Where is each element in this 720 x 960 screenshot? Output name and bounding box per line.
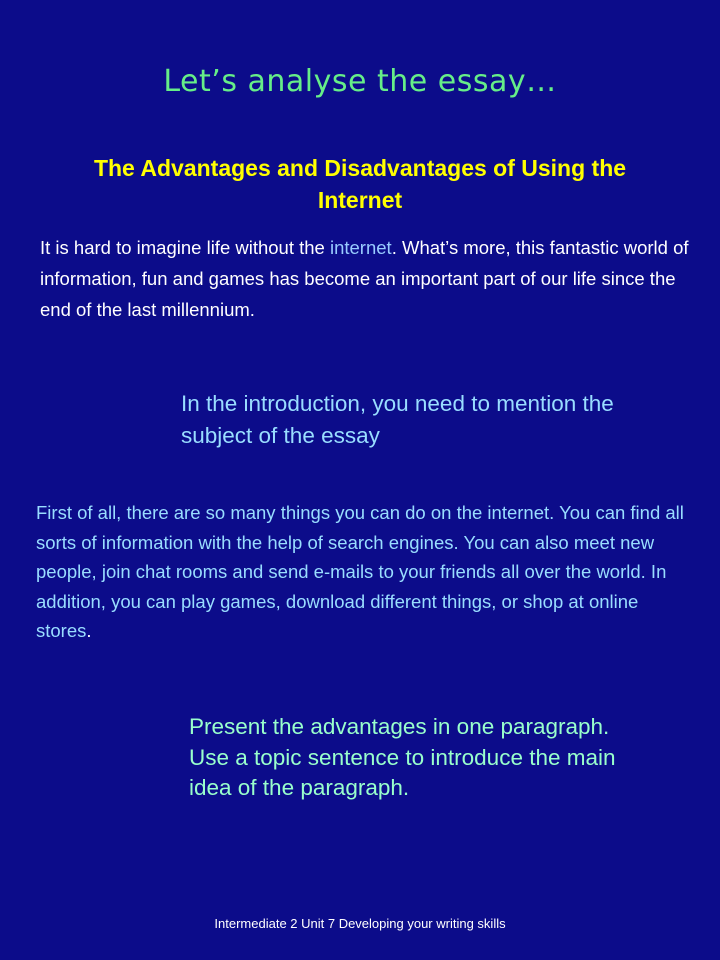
body-text: First of all, there are so many things you can do on the internet. You can find all sorts of information with the help of search engines. You can also meet new people, join chat rooms and send e-mails to your friends all over the world. In addition, you can play games, download different things, or shop at online stores — [36, 502, 684, 641]
advantages-note — [189, 712, 659, 804]
slide-title: Let’s analyse the essay… — [163, 64, 557, 99]
introduction-note: In the introduction, you need to mention the subject of the essay — [181, 391, 614, 448]
footer: Intermediate 2 Unit 7 Developing your writing skills — [214, 916, 506, 931]
intro-paragraph — [40, 232, 690, 325]
advantages-note-line2: Use a topic sentence to introduce the main idea of the paragraph. — [189, 744, 616, 800]
essay-title: The Advantages and Disadvantages of Using the Internet — [93, 155, 627, 213]
intro-text-start: It is hard to imagine life without the — [40, 237, 330, 258]
advantages-note-line1: Present the advantages in one paragraph. — [189, 714, 610, 739]
intro-highlight: internet — [329, 237, 392, 258]
body-paragraph — [36, 498, 696, 646]
body-text-end: . — [86, 620, 92, 641]
intro-text-end: . What’s more, this fantastic world of information, fun and games has become an important part of our life since the end of the last millennium. — [40, 237, 689, 320]
